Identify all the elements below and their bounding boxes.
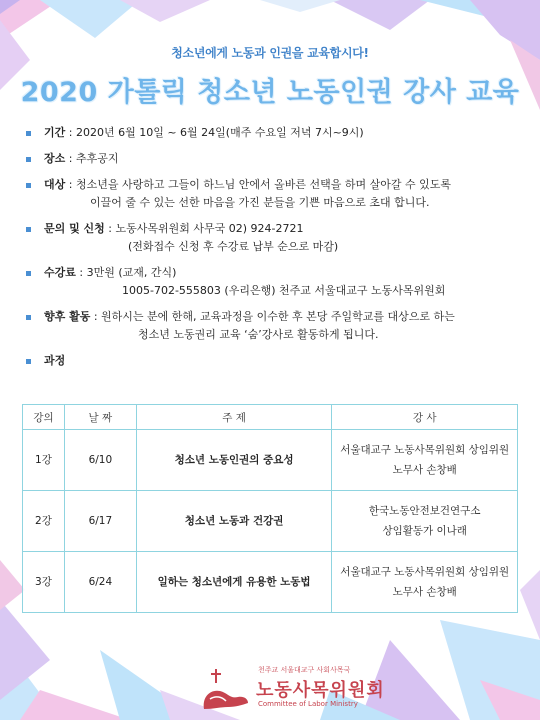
column-header: 강 사 (332, 405, 518, 430)
info-label: 기간 (44, 126, 66, 139)
bullet-icon (26, 315, 31, 320)
info-continuation: (전화접수 신청 후 수강료 납부 순으로 마감) (128, 240, 339, 253)
lecture-instructor (332, 552, 518, 613)
table-row (23, 491, 518, 552)
info-after (24, 308, 524, 344)
info-text: : 2020년 6월 10일 ~ 6월 24일(매주 수요일 저녁 7시~9시) (65, 126, 364, 139)
lecture-no: 1강 (23, 430, 65, 491)
bullet-icon (26, 359, 31, 364)
org-name: 노동사목위원회 (256, 680, 385, 701)
lecture-no: 3강 (23, 552, 65, 613)
info-label: 문의 및 신청 (44, 222, 105, 235)
info-contact (24, 220, 524, 256)
instructor-org: 한국노동안전보건연구소 (368, 505, 481, 517)
column-header: 주 제 (136, 405, 332, 430)
info-place (24, 150, 524, 168)
column-header: 날 짜 (64, 405, 136, 430)
lecture-instructor (332, 491, 518, 552)
info-fee (24, 264, 524, 300)
organization-logo (198, 663, 385, 715)
table-header-row (23, 405, 518, 430)
lecture-date: 6/24 (64, 552, 136, 613)
instructor-org: 서울대교구 노동사목위원회 상임위원 (340, 566, 510, 578)
bullet-icon (26, 227, 31, 232)
table-row (23, 430, 518, 491)
bullet-icon (26, 157, 31, 162)
tagline: 청소년에게 노동과 인권을 교육합시다! (171, 46, 369, 60)
org-english-name: Committee of Labor Ministry (258, 700, 358, 708)
info-target (24, 176, 524, 212)
info-text: : 원하시는 분에 한해, 교육과정을 이수한 후 본당 주일학교를 대상으로 하는 (90, 310, 455, 323)
table-row (23, 552, 518, 613)
lecture-no: 2강 (23, 491, 65, 552)
info-label: 대상 (44, 178, 66, 191)
page-title: 2020 가톨릭 청소년 노동인권 강사 교육 (20, 77, 520, 108)
bullet-icon (26, 183, 31, 188)
org-subtitle: 천주교 서울대교구 사회사목국 (258, 666, 351, 674)
info-course (24, 352, 524, 370)
info-continuation: 청소년 노동권리 교육 ‘숨’강사로 활동하게 됩니다. (138, 328, 379, 341)
info-list (24, 124, 524, 370)
info-label: 수강료 (44, 266, 76, 279)
info-text: : 추후공지 (65, 152, 119, 165)
bank-account: 1005-702-555803 (우리은행) 천주교 서울대교구 노동사목위원회 (122, 284, 446, 297)
info-text: : 3만원 (교재, 간식) (75, 266, 177, 279)
schedule-table (22, 404, 518, 613)
lecture-date: 6/17 (64, 491, 136, 552)
lecture-instructor (332, 430, 518, 491)
info-period (24, 124, 524, 142)
bullet-icon (26, 271, 31, 276)
instructor-name: 노무사 손창배 (392, 586, 457, 598)
lecture-date: 6/10 (64, 430, 136, 491)
lecture-topic: 청소년 노동인권의 중요성 (136, 430, 332, 491)
info-text: : 청소년을 사랑하고 그들이 하느님 안에서 올바른 선택을 하며 살아갈 수 있도록 (65, 178, 451, 191)
column-header: 강의 (23, 405, 65, 430)
instructor-org: 서울대교구 노동사목위원회 상임위원 (340, 444, 510, 456)
bullet-icon (26, 131, 31, 136)
info-continuation: 이끌어 줄 수 있는 선한 마음을 가진 분들을 기쁜 마음으로 초대 합니다. (90, 196, 430, 209)
info-label: 과정 (44, 354, 66, 367)
instructor-name: 노무사 손창배 (392, 464, 457, 476)
lecture-topic: 일하는 청소년에게 유용한 노동법 (136, 552, 332, 613)
info-label: 향후 활동 (44, 310, 91, 323)
info-text: : 노동사목위원회 사무국 02) 924-2721 (104, 222, 304, 235)
instructor-name: 상임활동가 이나래 (382, 525, 467, 537)
lecture-topic: 청소년 노동과 건강권 (136, 491, 332, 552)
info-label: 장소 (44, 152, 66, 165)
hands-cross-icon (198, 669, 250, 713)
